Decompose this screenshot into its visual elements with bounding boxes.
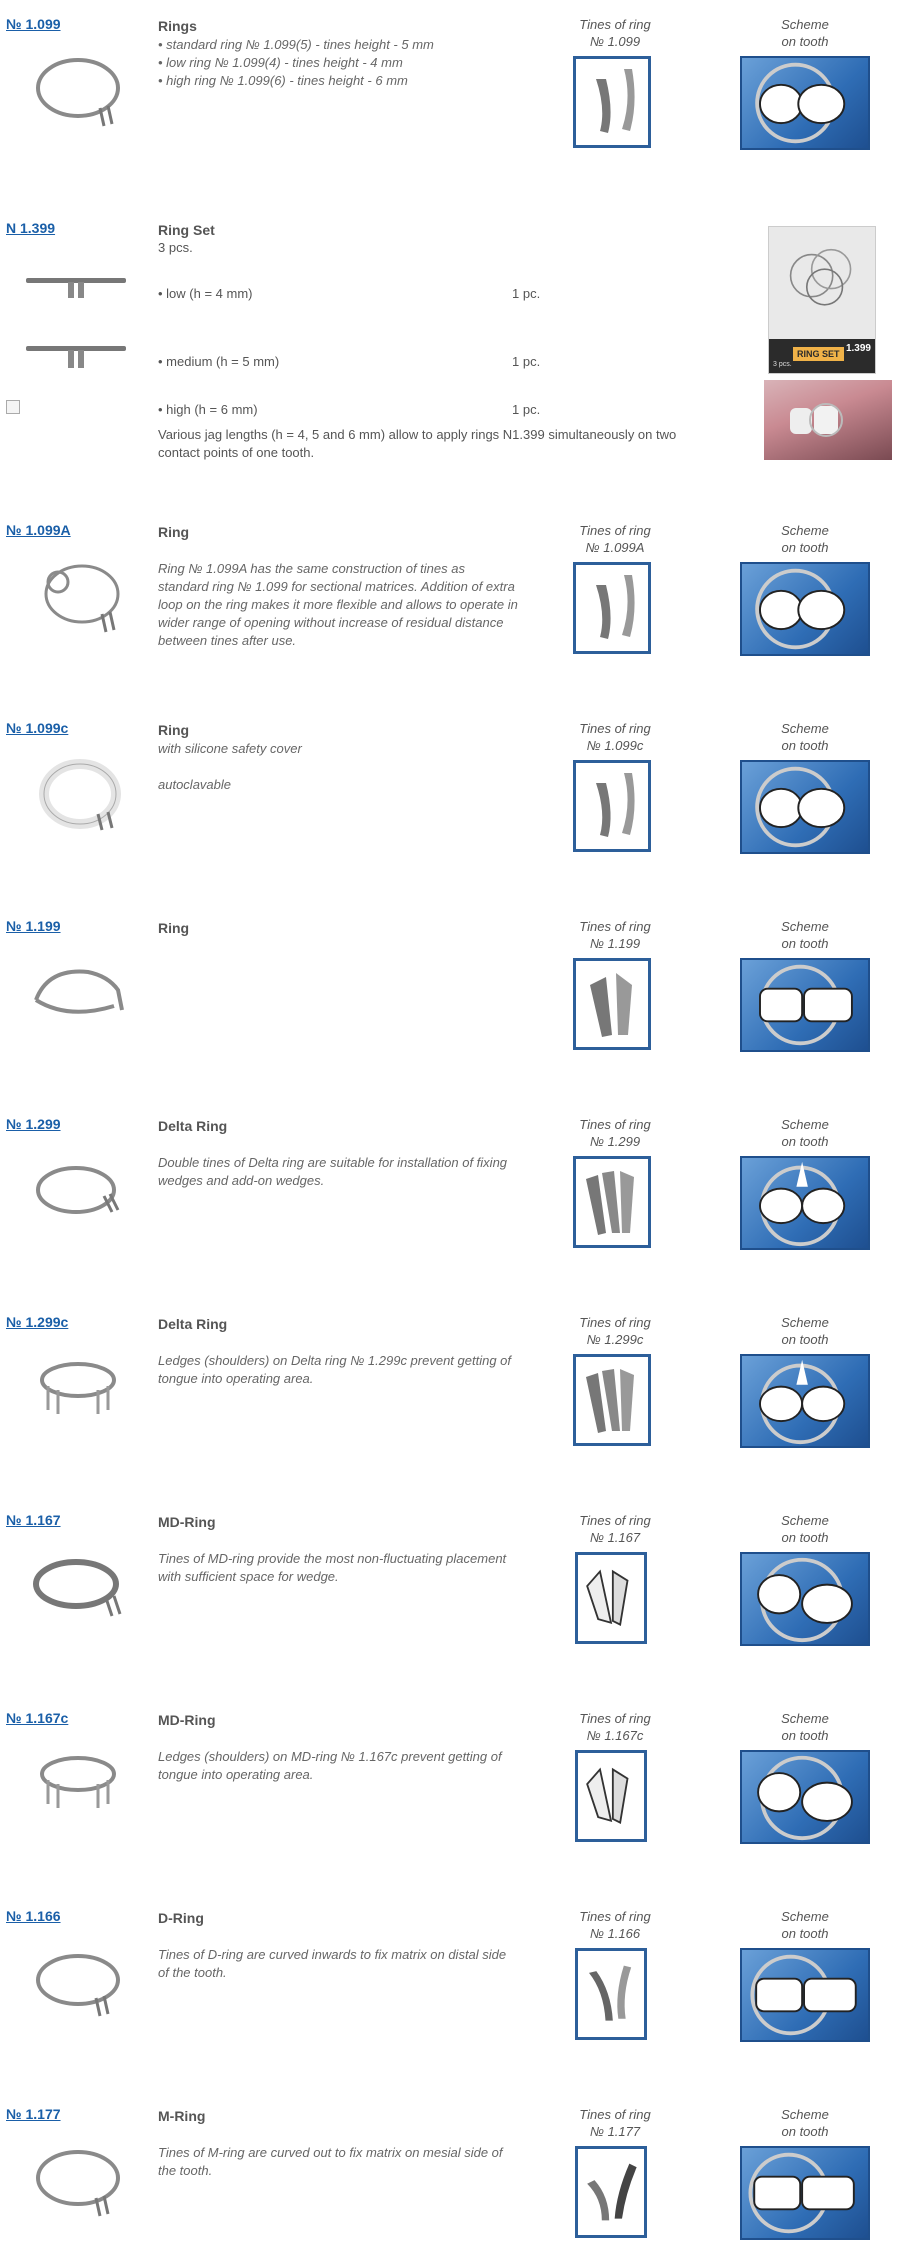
scheme-label-line2: on tooth: [781, 2124, 829, 2139]
tines-label: Tines of ring № 1.167c: [579, 1711, 651, 1743]
scheme-label-line1: Scheme: [781, 1315, 829, 1330]
ring-image: [28, 1544, 128, 1630]
product-title: MD-Ring: [158, 1712, 216, 1728]
ring-image: [28, 1940, 128, 2026]
scheme-image: [740, 56, 870, 150]
product-row: [0, 1496, 897, 1676]
tines-code: № 1.299: [589, 1134, 641, 1149]
tines-code: № 1.299c: [586, 1332, 644, 1347]
scheme-label: [750, 1116, 860, 1150]
scheme-label-line1: Scheme: [781, 2107, 829, 2122]
tines-label: Tines of ring № 1.099A: [579, 523, 651, 555]
scheme-label-line1: Scheme: [781, 523, 829, 538]
product-title: Ring: [158, 524, 190, 540]
product-description: Double tines of Delta ring are suitable for installation of fixing wedges and add-on wedges.: [158, 1155, 508, 1188]
set-item-qty: 1 pc.: [512, 402, 541, 417]
product-row: [0, 1694, 897, 1874]
ring-image: [28, 1742, 128, 1828]
tines-image: [575, 1948, 647, 2040]
tines-code: № 1.177: [589, 2124, 641, 2139]
product-row: [0, 2090, 897, 2258]
scheme-label: [750, 1314, 860, 1348]
box-code: 1.399: [845, 343, 871, 354]
scheme-label-line2: on tooth: [781, 1332, 829, 1347]
product-row: [0, 1100, 897, 1280]
set-quantity: 3 pcs.: [158, 240, 193, 255]
scheme-image: [740, 1354, 870, 1448]
scheme-image: [740, 1750, 870, 1844]
scheme-image: [740, 562, 870, 656]
product-row: [0, 506, 897, 686]
product-description: Ledges (shoulders) on MD-ring № 1.167c prevent getting of tongue into operating area.: [158, 1749, 502, 1782]
tines-label: Tines of ring № 1.099c: [579, 721, 651, 753]
tines-label: Tines of ring № 1.099: [579, 17, 651, 49]
set-note: Various jag lengths (h = 4, 5 and 6 mm) allow to apply rings N1.399 simultaneously on two contact points of one tooth.: [158, 427, 677, 460]
product-description: Tines of MD-ring provide the most non-fluctuating placement with sufficient space for wedge.: [158, 1551, 507, 1584]
ring-set-box-image: [768, 226, 876, 374]
tines-code: № 1.167: [589, 1530, 641, 1545]
tines-code: № 1.099: [589, 34, 641, 49]
product-code-link[interactable]: № 1.167c: [6, 1710, 69, 1726]
tines-label: Tines of ring № 1.299c: [579, 1315, 651, 1347]
product-title: Rings: [158, 18, 197, 34]
tines-image: [575, 1750, 647, 1842]
tines-label: Tines of ring № 1.199: [579, 919, 651, 951]
scheme-image: [740, 2146, 870, 2240]
tines-image: [575, 2146, 647, 2238]
scheme-label: [750, 918, 860, 952]
set-item-label: • low (h = 4 mm): [158, 286, 253, 301]
product-description: • standard ring № 1.099(5) - tines height - 5 mm • low ring № 1.099(4) - tines height - 4 mm • high ring № 1.099(6) - tines height - 6 mm: [158, 37, 434, 88]
box-label: RING SET: [793, 347, 844, 361]
product-description: Ring № 1.099A has the same construction of tines as standard ring № 1.099 for sectional matrices. Addition of extra loop on the ring makes it more flexible and allows to operate in wider range of opening without increase of residual distance between tines after use.: [158, 561, 518, 648]
tines-label: Tines of ring № 1.167: [579, 1513, 651, 1545]
product-code-link[interactable]: № 1.099c: [6, 720, 69, 736]
product-code-link[interactable]: № 1.099A: [6, 522, 71, 538]
ring-set-row: [0, 206, 897, 476]
product-title: Delta Ring: [158, 1118, 228, 1134]
scheme-label-line2: on tooth: [781, 540, 829, 555]
box-band: [769, 339, 875, 373]
product-code-link[interactable]: N 1.399: [6, 220, 56, 236]
scheme-label: [750, 1710, 860, 1744]
product-row: [0, 704, 897, 884]
ring-image: [28, 554, 128, 640]
scheme-label: [750, 720, 860, 754]
tines-code: № 1.099c: [586, 738, 644, 753]
ring-medium-image: [22, 338, 132, 370]
tines-image: [575, 1552, 647, 1644]
tines-code: № 1.199: [589, 936, 641, 951]
scheme-label: [750, 1908, 860, 1942]
scheme-label-line1: Scheme: [781, 919, 829, 934]
set-item-qty: 1 pc.: [512, 286, 541, 301]
product-title: Ring: [158, 920, 190, 936]
product-code-link[interactable]: № 1.177: [6, 2106, 61, 2122]
scheme-image: [740, 1552, 870, 1646]
product-title: Ring Set: [158, 222, 215, 238]
ring-low-image: [22, 270, 132, 300]
tines-image: [573, 760, 651, 852]
set-item-label: • high (h = 6 mm): [158, 402, 258, 417]
tines-image: [573, 1354, 651, 1446]
product-code-link[interactable]: № 1.166: [6, 1908, 61, 1924]
product-code-link[interactable]: № 1.099: [6, 16, 61, 32]
product-title: Delta Ring: [158, 1316, 228, 1332]
tines-label: Tines of ring № 1.299: [579, 1117, 651, 1149]
set-item-qty: 1 pc.: [512, 354, 541, 369]
scheme-label-line2: on tooth: [781, 1728, 829, 1743]
ring-set-photo: [764, 380, 892, 460]
tines-image: [573, 958, 651, 1050]
scheme-label-line2: on tooth: [781, 1926, 829, 1941]
tines-code: № 1.167c: [586, 1728, 644, 1743]
scheme-image: [740, 760, 870, 854]
product-title: D-Ring: [158, 1910, 204, 1926]
product-code-link[interactable]: № 1.199: [6, 918, 61, 934]
product-code-link[interactable]: № 1.299: [6, 1116, 61, 1132]
scheme-label: [750, 1512, 860, 1546]
scheme-image: [740, 1948, 870, 2042]
product-row: [0, 1892, 897, 2072]
tines-image: [573, 562, 651, 654]
box-pcs: 3 pcs.: [773, 361, 792, 368]
scheme-label-line1: Scheme: [781, 1513, 829, 1528]
set-item-label: • medium (h = 5 mm): [158, 354, 280, 369]
tines-code: № 1.166: [589, 1926, 641, 1941]
scheme-label: [750, 522, 860, 556]
scheme-label-line1: Scheme: [781, 721, 829, 736]
ring-image: [28, 950, 128, 1036]
product-description: Tines of M-ring are curved out to fix matrix on mesial side of the tooth.: [158, 2145, 503, 2178]
scheme-label-line2: on tooth: [781, 738, 829, 753]
ring-image: [28, 48, 128, 134]
product-title: M-Ring: [158, 2108, 206, 2124]
tines-image: [573, 1156, 651, 1248]
tines-label: Tines of ring № 1.166: [579, 1909, 651, 1941]
scheme-label-line2: on tooth: [781, 936, 829, 951]
product-row: [0, 0, 897, 180]
product-code-link[interactable]: № 1.299c: [6, 1314, 69, 1330]
product-description: Ledges (shoulders) on Delta ring № 1.299c prevent getting of tongue into operating area.: [158, 1353, 512, 1386]
scheme-label: [750, 16, 860, 50]
tines-code: № 1.099A: [585, 540, 645, 555]
tines-label: Tines of ring № 1.177: [579, 2107, 651, 2139]
scheme-label-line1: Scheme: [781, 1711, 829, 1726]
ring-image: [28, 2138, 128, 2224]
product-description: with silicone safety cover autoclavable: [158, 741, 302, 792]
scheme-label-line1: Scheme: [781, 1117, 829, 1132]
scheme-label-line1: Scheme: [781, 17, 829, 32]
scheme-label-line2: on tooth: [781, 34, 829, 49]
scheme-label-line2: on tooth: [781, 1530, 829, 1545]
scheme-label: [750, 2106, 860, 2140]
scheme-image: [740, 1156, 870, 1250]
product-title: MD-Ring: [158, 1514, 216, 1530]
scheme-label-line2: on tooth: [781, 1134, 829, 1149]
product-title: Ring: [158, 722, 190, 738]
scheme-image: [740, 958, 870, 1052]
product-row: [0, 902, 897, 1082]
product-row: [0, 1298, 897, 1478]
broken-image-icon: [6, 400, 20, 414]
scheme-label-line1: Scheme: [781, 1909, 829, 1924]
ring-image: [28, 752, 128, 838]
product-code-link[interactable]: № 1.167: [6, 1512, 61, 1528]
product-description: Tines of D-ring are curved inwards to fix matrix on distal side of the tooth.: [158, 1947, 507, 1980]
ring-image: [28, 1346, 128, 1432]
tines-image: [573, 56, 651, 148]
ring-image: [28, 1148, 128, 1234]
